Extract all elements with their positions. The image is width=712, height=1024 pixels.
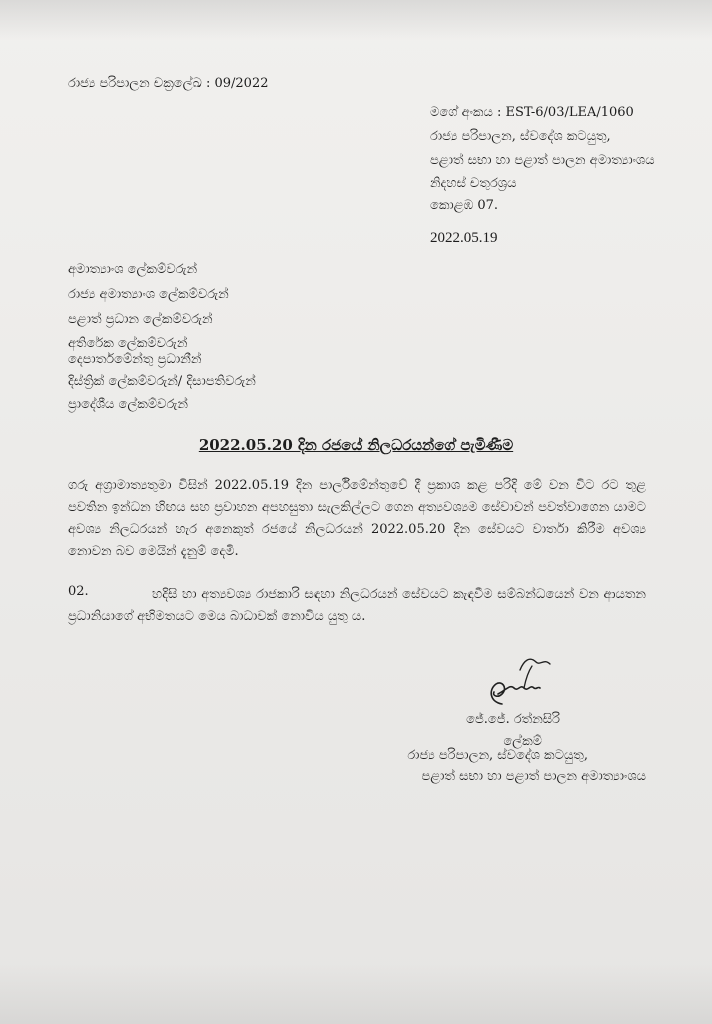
addressee-2: රාජ්‍ය අමාත්‍යාංශ ලේකම්වරුන් <box>68 287 229 302</box>
reference-number: මගේ අංකය : EST-6/03/LEA/1060 <box>430 105 634 120</box>
paragraph-2-number: 02. <box>68 584 89 599</box>
page-shadow-bottom <box>0 964 712 1024</box>
addressee-3: පළාත් ප්‍රධාන ලේකම්වරුන් <box>68 312 213 327</box>
addressee-5: දෙපාර්තමේන්තු ප්‍රධානීන් <box>68 352 202 367</box>
signatory-name: ජේ.ජේ. රත්නසිරි <box>466 712 560 727</box>
paragraph-2: හදිසි හා අත්‍යවශ්‍ය රාජකාරි සඳහා නිලධරයන් සේවයට කැඳවීම සම්බන්ධයෙන් වන ආයතන ප්‍රධානියාගේ අභිමතයට මෙය බාධාවක් නොවිය යුතු ය. <box>68 587 646 624</box>
addressee-7: ප්‍රාදේශීය ලේකම්වරුන් <box>68 397 188 412</box>
signatory-ministry-line-2: පළාත් සභා හා පළාත් පාලන අමාත්‍යාංශය <box>421 769 646 784</box>
signatory-ministry-line-1: රාජ්‍ය පරිපාලන, ස්වදේශ කටයුතු, <box>407 748 588 763</box>
ministry-line-1: රාජ්‍ය පරිපාලන, ස්වදේශ කටයුතු, <box>430 129 611 144</box>
letter-title: 2022.05.20 දින රජයේ නිලධරයන්ගේ පැමිණීම <box>198 436 514 454</box>
addressee-1: අමාත්‍යාංශ ලේකම්වරුන් <box>68 262 198 277</box>
letter-date: 2022.05.19 <box>430 230 498 246</box>
paragraph-1: ගරු අග්‍රාමාත්‍යතුමා විසින් 2022.05.19 දින පාර්ලිමේන්තුවේ දී ප්‍රකාශ කළ පරිදි මේ වන විට රට තුළ පවතින ඉන්ධන හිඟය සහ ප්‍රවාහන අපහසුතා සැලකිල්ලට ගෙන අත්‍යවශ්‍යම සේවාවන් පවත්වාගෙන යාමට අවශ්‍ය නිලධරයන් හැර අනෙකුත් රජයේ නිලධරයන් 2022.05.20 දින සේවයට වාර්තා කිරීම අවශ්‍ය නොවන බව මෙයින් දැනුම් දෙමි. <box>68 478 646 559</box>
page-shadow-top <box>0 0 712 40</box>
handwritten-signature <box>480 648 560 710</box>
signatory-title: ලේකම් <box>503 734 542 749</box>
ministry-line-3: නිදහස් චතුරශ්‍රය <box>430 176 517 191</box>
addressee-4: අතිරේක ලේකම්වරුන් <box>68 336 188 351</box>
ministry-line-2: පළාත් සභා හා පළාත් පාලන අමාත්‍යාංශය <box>430 153 655 168</box>
ministry-line-4: කොළඹ 07. <box>430 198 499 213</box>
addressee-6: දිස්ත්‍රික් ලේකම්වරුන්/ දිසාපතිවරුන් <box>68 374 256 389</box>
circular-number: රාජ්‍ය පරිපාලන චක්‍රලේඛ : 09/2022 <box>68 76 269 91</box>
